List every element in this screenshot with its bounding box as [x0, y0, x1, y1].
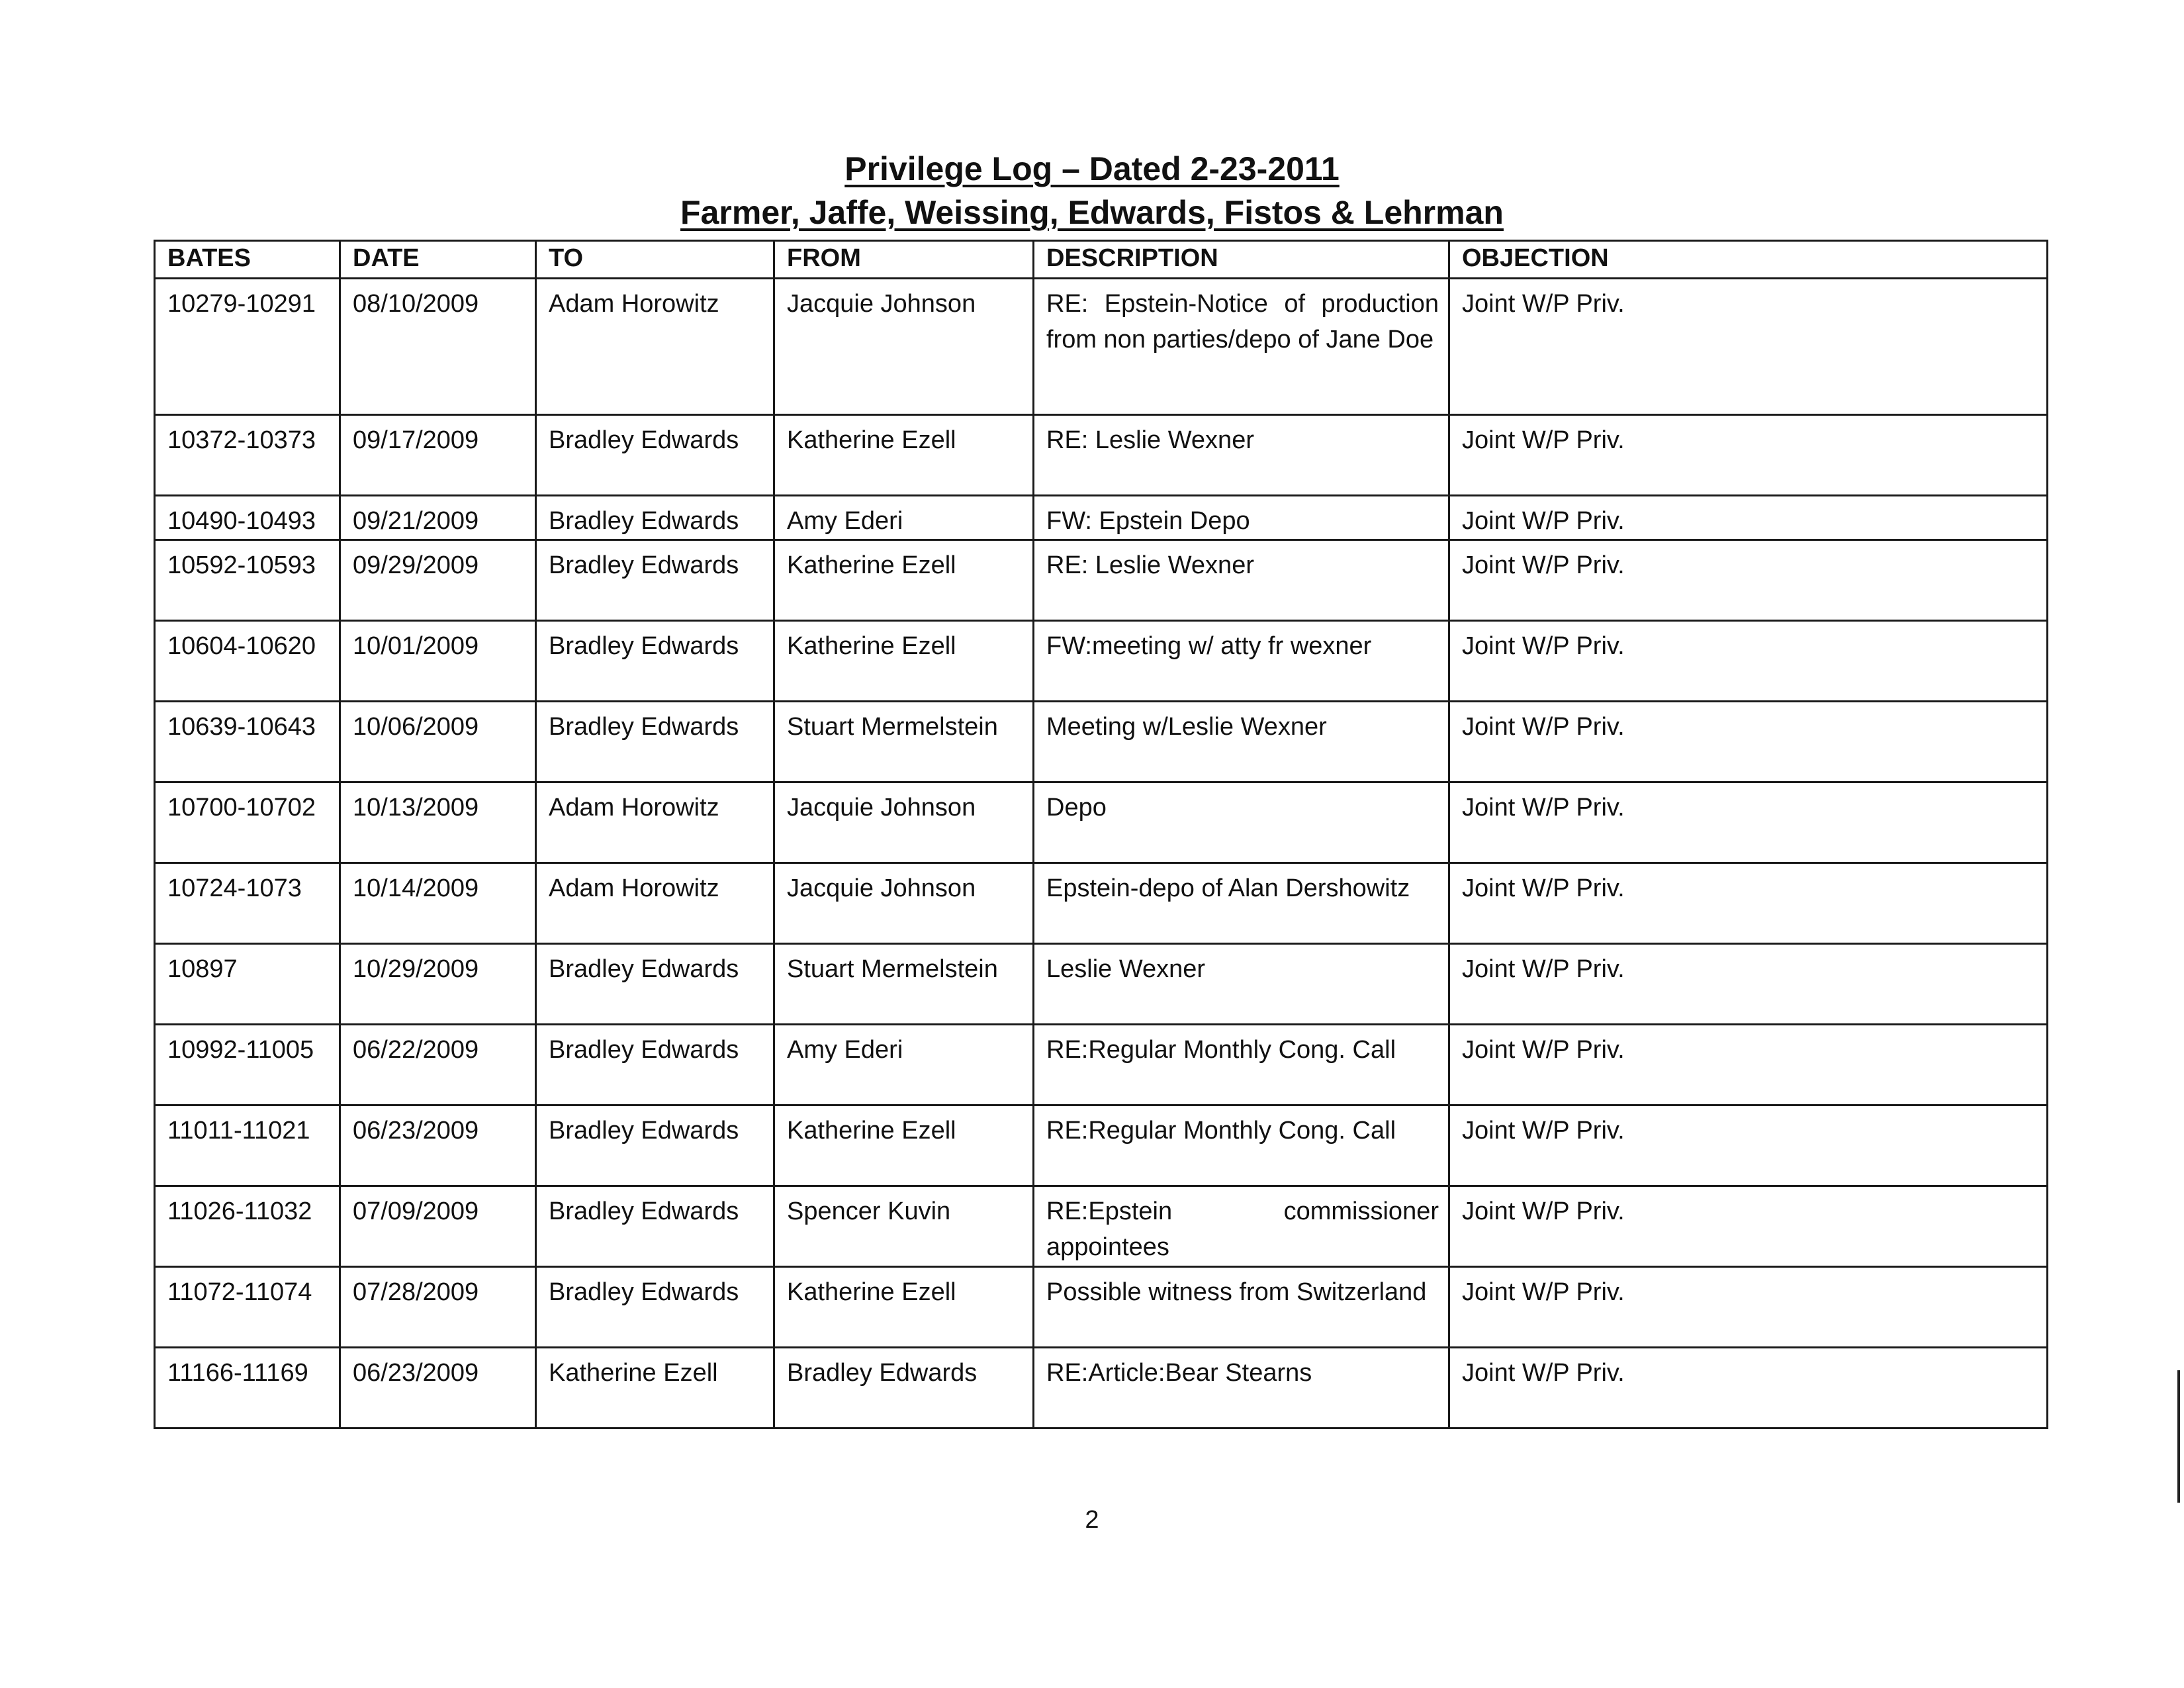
- cell-date: 10/13/2009: [340, 782, 536, 863]
- cell-date: 09/29/2009: [340, 540, 536, 621]
- cell-to: Bradley Edwards: [536, 540, 774, 621]
- cell-to: Adam Horowitz: [536, 782, 774, 863]
- cell-description: FW: Epstein Depo: [1034, 496, 1449, 540]
- header-date: DATE: [340, 241, 536, 279]
- cell-description: Leslie Wexner: [1034, 944, 1449, 1025]
- cell-to: Adam Horowitz: [536, 863, 774, 944]
- scan-margin-mark: [2177, 1370, 2180, 1503]
- cell-date: 08/10/2009: [340, 279, 536, 415]
- cell-bates: 10639-10643: [155, 702, 340, 782]
- cell-to: Bradley Edwards: [536, 621, 774, 702]
- cell-description: RE: Leslie Wexner: [1034, 415, 1449, 496]
- cell-from: Amy Ederi: [774, 496, 1034, 540]
- table-row: [155, 782, 2048, 863]
- page-subtitle: Farmer, Jaffe, Weissing, Edwards, Fistos & Lehrman: [680, 194, 1504, 231]
- table-row: [155, 540, 2048, 621]
- cell-from: Katherine Ezell: [774, 540, 1034, 621]
- cell-to: Bradley Edwards: [536, 1267, 774, 1348]
- cell-description: FW:meeting w/ atty fr wexner: [1034, 621, 1449, 702]
- cell-description: Possible witness from Switzerland: [1034, 1267, 1449, 1348]
- cell-date: 07/09/2009: [340, 1186, 536, 1267]
- cell-objection: Joint W/P Priv.: [1449, 1348, 2048, 1429]
- cell-date: 10/14/2009: [340, 863, 536, 944]
- cell-bates: 11166-11169: [155, 1348, 340, 1429]
- header-to: TO: [536, 241, 774, 279]
- cell-description: Depo: [1034, 782, 1449, 863]
- header-from: FROM: [774, 241, 1034, 279]
- cell-date: 06/23/2009: [340, 1105, 536, 1186]
- cell-bates: 10992-11005: [155, 1025, 340, 1105]
- cell-bates: 11072-11074: [155, 1267, 340, 1348]
- cell-date: 07/28/2009: [340, 1267, 536, 1348]
- cell-bates: 10897: [155, 944, 340, 1025]
- cell-bates: 10490-10493: [155, 496, 340, 540]
- cell-to: Adam Horowitz: [536, 279, 774, 415]
- cell-description: RE: Epstein-Notice of production from non parties/depo of Jane Doe: [1034, 279, 1449, 415]
- cell-bates: 10279-10291: [155, 279, 340, 415]
- cell-from: Jacquie Johnson: [774, 279, 1034, 415]
- cell-description: Meeting w/Leslie Wexner: [1034, 702, 1449, 782]
- cell-from: Jacquie Johnson: [774, 782, 1034, 863]
- table-row: [155, 415, 2048, 496]
- cell-description: RE:Regular Monthly Cong. Call: [1034, 1025, 1449, 1105]
- cell-to: Bradley Edwards: [536, 496, 774, 540]
- table-row: [155, 1186, 2048, 1267]
- cell-objection: Joint W/P Priv.: [1449, 944, 2048, 1025]
- cell-description: RE:Epstein commissioner appointees: [1034, 1186, 1449, 1267]
- cell-to: Bradley Edwards: [536, 944, 774, 1025]
- header-bates: BATES: [155, 241, 340, 279]
- cell-date: 09/17/2009: [340, 415, 536, 496]
- cell-from: Katherine Ezell: [774, 415, 1034, 496]
- cell-date: 06/22/2009: [340, 1025, 536, 1105]
- cell-to: Bradley Edwards: [536, 1025, 774, 1105]
- cell-objection: Joint W/P Priv.: [1449, 863, 2048, 944]
- cell-bates: 11026-11032: [155, 1186, 340, 1267]
- cell-date: 06/23/2009: [340, 1348, 536, 1429]
- header-description: DESCRIPTION: [1034, 241, 1449, 279]
- cell-objection: Joint W/P Priv.: [1449, 1267, 2048, 1348]
- page-number: 2: [1085, 1506, 1099, 1534]
- cell-objection: Joint W/P Priv.: [1449, 1025, 2048, 1105]
- cell-date: 09/21/2009: [340, 496, 536, 540]
- table-row: [155, 702, 2048, 782]
- cell-from: Katherine Ezell: [774, 1105, 1034, 1186]
- cell-from: Spencer Kuvin: [774, 1186, 1034, 1267]
- table-row: [155, 1348, 2048, 1429]
- table-row: [155, 1267, 2048, 1348]
- cell-to: Bradley Edwards: [536, 1186, 774, 1267]
- cell-objection: Joint W/P Priv.: [1449, 1105, 2048, 1186]
- cell-bates: 10724-1073: [155, 863, 340, 944]
- page-title: Privilege Log – Dated 2-23-2011: [844, 150, 1340, 187]
- table-row: [155, 621, 2048, 702]
- cell-to: Bradley Edwards: [536, 415, 774, 496]
- cell-description: RE:Article:Bear Stearns: [1034, 1348, 1449, 1429]
- cell-objection: Joint W/P Priv.: [1449, 279, 2048, 415]
- cell-objection: Joint W/P Priv.: [1449, 1186, 2048, 1267]
- table-row: [155, 944, 2048, 1025]
- cell-to: Bradley Edwards: [536, 1105, 774, 1186]
- privilege-log-table: [154, 240, 2048, 1429]
- cell-to: Bradley Edwards: [536, 702, 774, 782]
- cell-objection: Joint W/P Priv.: [1449, 782, 2048, 863]
- table-row: [155, 1025, 2048, 1105]
- cell-bates: 11011-11021: [155, 1105, 340, 1186]
- cell-from: Bradley Edwards: [774, 1348, 1034, 1429]
- cell-objection: Joint W/P Priv.: [1449, 621, 2048, 702]
- cell-objection: Joint W/P Priv.: [1449, 702, 2048, 782]
- cell-from: Katherine Ezell: [774, 621, 1034, 702]
- cell-from: Jacquie Johnson: [774, 863, 1034, 944]
- cell-bates: 10592-10593: [155, 540, 340, 621]
- cell-bates: 10700-10702: [155, 782, 340, 863]
- cell-objection: Joint W/P Priv.: [1449, 415, 2048, 496]
- table-row: [155, 279, 2048, 415]
- table-header-row: [155, 241, 2048, 279]
- cell-objection: Joint W/P Priv.: [1449, 496, 2048, 540]
- header-objection: OBJECTION: [1449, 241, 2048, 279]
- cell-description: Epstein-depo of Alan Dershowitz: [1034, 863, 1449, 944]
- cell-from: Stuart Mermelstein: [774, 944, 1034, 1025]
- cell-to: Katherine Ezell: [536, 1348, 774, 1429]
- cell-description: RE:Regular Monthly Cong. Call: [1034, 1105, 1449, 1186]
- cell-description: RE: Leslie Wexner: [1034, 540, 1449, 621]
- cell-bates: 10604-10620: [155, 621, 340, 702]
- cell-from: Katherine Ezell: [774, 1267, 1034, 1348]
- cell-date: 10/01/2009: [340, 621, 536, 702]
- cell-from: Stuart Mermelstein: [774, 702, 1034, 782]
- cell-from: Amy Ederi: [774, 1025, 1034, 1105]
- cell-objection: Joint W/P Priv.: [1449, 540, 2048, 621]
- table-row: [155, 1105, 2048, 1186]
- table-row: [155, 863, 2048, 944]
- cell-date: 10/06/2009: [340, 702, 536, 782]
- table-row: [155, 496, 2048, 540]
- cell-bates: 10372-10373: [155, 415, 340, 496]
- cell-date: 10/29/2009: [340, 944, 536, 1025]
